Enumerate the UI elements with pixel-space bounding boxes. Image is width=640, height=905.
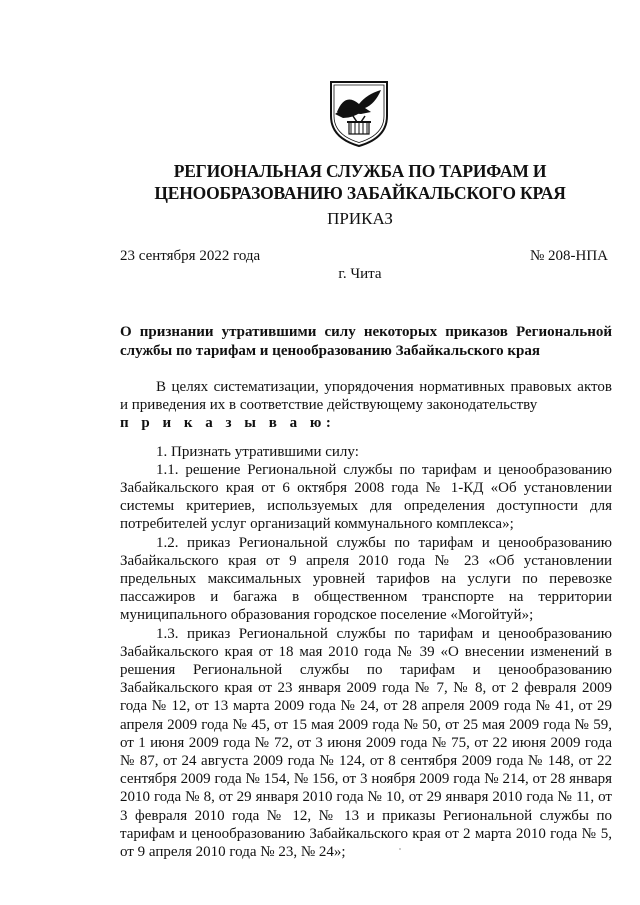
document-subject: О признании утратившими силу некоторых приказов Региональной службы по тарифам и ценообразованию Забайкальского края	[120, 324, 612, 359]
document-number: № 208-НПА	[529, 248, 608, 264]
organization-name-line2: ЦЕНООБРАЗОВАНИЮ ЗАБАЙКАЛЬСКОГО КРАЯ	[154, 183, 566, 203]
preamble-paragraph	[120, 378, 612, 433]
document-body	[120, 378, 612, 861]
item-1-1: 1.1. решение Региональной службы по тарифам и ценообразованию Забайкальского края от 6 октября 2008 года № 1-КД «Об установлении системы критериев, используемых для определения доступности для потребителей услуг организаций коммунального комплекса»;	[120, 461, 612, 533]
scan-speck	[399, 848, 401, 850]
document-type: ПРИКАЗ	[327, 209, 393, 228]
item-1-2: 1.2. приказ Региональной службы по тарифам и ценообразованию Забайкальского края от 9 апреля 2010 года № 23 «Об установлении предельных максимальных уровней тарифов на услуги по перевозке пассажиров и багажа в общественном транспорте на территории муниципального образования городское поселение «Могойтуй»;	[120, 534, 612, 624]
document-city: г. Чита	[338, 266, 382, 282]
document-date: 23 сентября 2022 года	[120, 248, 261, 264]
organization-name-line1: РЕГИОНАЛЬНАЯ СЛУЖБА ПО ТАРИФАМ И	[173, 161, 547, 181]
coat-of-arms-emblem	[327, 78, 391, 148]
decree-word: п р и к а з ы в а ю:	[120, 415, 336, 432]
item-1-3: 1.3. приказ Региональной службы по тарифам и ценообразованию Забайкальского края от 18 мая 2010 года № 39 «О внесении изменений в решения Региональной службы по тарифам и ценообразованию Забайкальского края от 23 января 2009 года № 7, № 8, от 2 февраля 2009 года № 12, от 13 марта 2009 года № 24, от 28 апреля 2009 года № 41, от 29 апреля 2009 года № 45, от 15 мая 2009 года № 50, от 25 мая 2009 года № 59, от 1 июня 2009 года № 72, от 3 июня 2009 года № 75, от 22 июня 2009 года № 87, от 24 августа 2009 года № 124, от 8 сентября 2009 года № 148, от 22 сентября 2009 года № 154, № 156, от 3 ноября 2009 года № 214, от 28 января 2010 года № 8, от 29 января 2010 года № 10, от 29 января 2010 года № 11, от 3 февраля 2010 года № 12, № 13 и приказы Региональной службы по тарифам и ценообразованию Забайкальского края от 2 марта 2010 года № 5, от 9 апреля 2010 года № 23, № 24»;	[120, 625, 612, 861]
preamble-text: В целях систематизации, упорядочения нормативных правовых актов и приведения их в соответствие действующему законодательству	[120, 379, 612, 414]
paragraph-gap	[120, 433, 612, 443]
item-1: 1. Признать утратившими силу:	[156, 443, 359, 460]
